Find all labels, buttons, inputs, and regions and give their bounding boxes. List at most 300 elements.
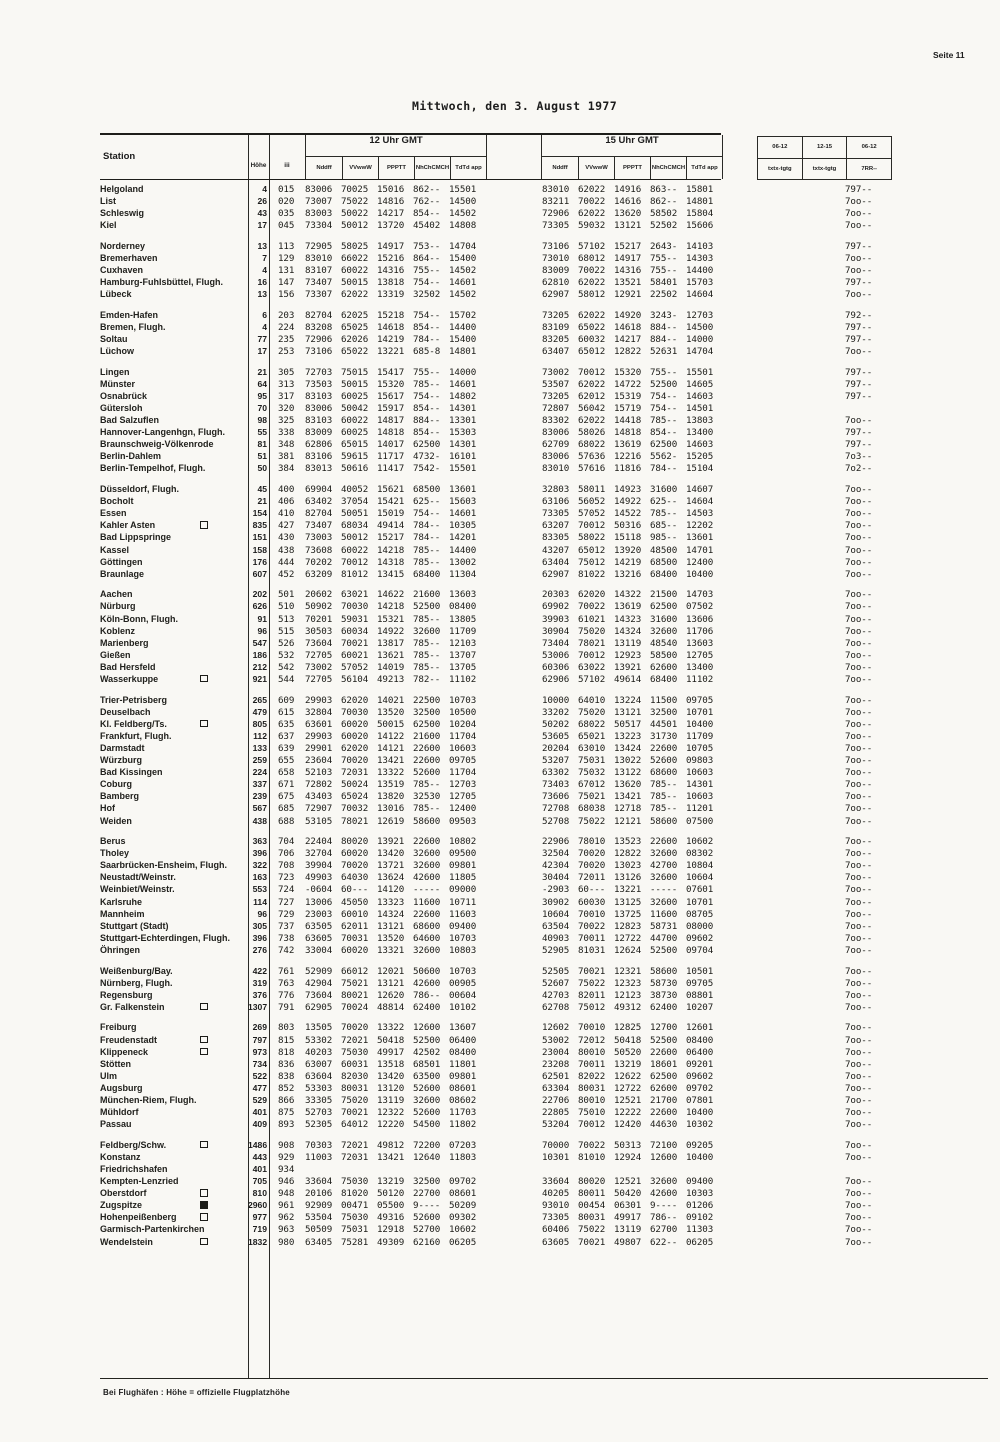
subcol-vvwww: VVwwW	[578, 157, 614, 179]
precip-group-value: 7oo--	[845, 932, 873, 944]
obs-12utc-group: 58025	[341, 240, 369, 252]
obs-12utc-group: 11703	[449, 1107, 477, 1119]
obs-15utc-group: 68022	[578, 718, 606, 730]
obs-15utc-group: 22600	[650, 1046, 678, 1058]
station-name: Schleswig	[100, 208, 145, 219]
station-number: 658	[278, 767, 295, 779]
obs-15utc-group: 12624	[614, 944, 642, 956]
obs-15utc-group: 14217	[614, 334, 642, 346]
table-row	[100, 674, 988, 686]
obs-12utc-group: 11304	[449, 568, 477, 580]
obs-15utc-group: 22502	[650, 289, 678, 301]
hoehe-value: 26	[257, 196, 267, 207]
table-row	[100, 743, 988, 755]
hoehe-value: 239	[252, 791, 267, 802]
table-row	[100, 589, 988, 601]
obs-12utc-group: 785--	[413, 613, 441, 625]
station-number: 776	[278, 989, 295, 1001]
station-number: 045	[278, 220, 295, 232]
obs-15utc-group: 09102	[686, 1212, 714, 1224]
station-name: Bamberg	[100, 791, 140, 802]
obs-15utc-group: 62709	[542, 439, 570, 451]
station-number: 253	[278, 346, 295, 358]
obs-12utc-group: 62022	[341, 289, 369, 301]
hoehe-value: 422	[252, 965, 267, 976]
obs-12utc-group: 10803	[449, 944, 477, 956]
table-row	[100, 848, 988, 860]
obs-12utc-group: 14818	[377, 427, 405, 439]
obs-15utc-group: 62501	[542, 1070, 570, 1082]
hoehe-value: 151	[252, 532, 267, 543]
obs-12utc-group: 59615	[341, 451, 369, 463]
obs-12utc-group: 73002	[305, 661, 333, 673]
obs-12utc-group: 50015	[377, 718, 405, 730]
obs-12utc-group: 13121	[377, 977, 405, 989]
station-name: Emden-Hafen	[100, 309, 159, 320]
station-name: Berlin-Dahlem	[100, 451, 162, 462]
obs-12utc-group: 50022	[341, 208, 369, 220]
obs-12utc-group: 13006	[305, 896, 333, 908]
station-name: München-Riem, Flugh.	[100, 1094, 197, 1105]
obs-12utc-group: 08602	[449, 1094, 477, 1106]
group-12-uhr-gmt	[305, 135, 487, 179]
precip-group-value: 7oo--	[845, 706, 873, 718]
obs-15utc-group: 10400	[686, 568, 714, 580]
obs-15utc-group: 12123	[614, 989, 642, 1001]
obs-12utc-group: 14017	[377, 439, 405, 451]
obs-12utc-group: 50015	[341, 277, 369, 289]
obs-12utc-group: 62025	[341, 309, 369, 321]
obs-12utc-group: 60025	[341, 427, 369, 439]
obs-12utc-group: 80021	[341, 989, 369, 1001]
obs-12utc-group: 63405	[305, 1236, 333, 1248]
obs-15utc-group: 06400	[686, 1046, 714, 1058]
station-number: 438	[278, 544, 295, 556]
obs-12utc-group: 11102	[449, 673, 477, 685]
obs-15utc-group: 785--	[650, 508, 678, 520]
precip-group-value: 7oo--	[845, 791, 873, 803]
obs-15utc-group: 60---	[578, 884, 606, 896]
table-row	[100, 403, 988, 415]
hoehe-value: 973	[252, 1046, 267, 1057]
obs-15utc-group: 62022	[578, 184, 606, 195]
obs-15utc-group: 13216	[614, 568, 642, 580]
obs-15utc-group: 10604	[686, 872, 714, 884]
obs-12utc-group: 63209	[305, 568, 333, 580]
obs-15utc-group: 75020	[578, 625, 606, 637]
table-row	[100, 451, 988, 463]
table-row	[100, 569, 988, 581]
station-name: Garmisch-Partenkirchen	[100, 1224, 205, 1235]
precip-group-value	[845, 1164, 890, 1176]
obs-15utc-group	[542, 1164, 578, 1176]
obs-15utc-group: 58500	[650, 649, 678, 661]
obs-12utc-group: 52600	[413, 1107, 441, 1119]
station-name: Berlin-Tempelhof, Flugh.	[100, 463, 206, 474]
hoehe-value: 921	[252, 673, 267, 684]
obs-15utc-group: 08302	[686, 848, 714, 860]
table-row	[100, 322, 988, 334]
obs-12utc-group: 59031	[341, 613, 369, 625]
hoehe-value: 7	[262, 252, 267, 263]
obs-15utc-group: 10207	[686, 1001, 714, 1013]
obs-15utc-group: 01206	[686, 1200, 714, 1212]
obs-15utc-group: 12321	[614, 965, 642, 977]
subcol-ppptt: PPPTT	[378, 157, 414, 179]
obs-15utc-group: 59032	[578, 220, 606, 232]
obs-15utc-group: 13219	[614, 1058, 642, 1070]
obs-12utc-group: 63605	[305, 932, 333, 944]
obs-15utc-group: 14604	[686, 289, 714, 301]
obs-15utc-group: 70010	[578, 1022, 606, 1034]
obs-12utc-group: 52305	[305, 1119, 333, 1131]
obs-15utc-group: 14400	[686, 265, 714, 277]
obs-12utc-group: 73407	[305, 520, 333, 532]
obs-15utc-group: 62012	[578, 390, 606, 402]
obs-12utc-group: 15400	[449, 252, 477, 264]
station-name: Aachen	[100, 589, 133, 600]
obs-15utc-group: 32600	[650, 848, 678, 860]
precip-group-value: 7oo--	[845, 944, 873, 956]
obs-12utc-group: 884--	[413, 415, 441, 427]
station-name: Hannover-Langenhgn, Flugh.	[100, 427, 225, 438]
obs-15utc-group: 83010	[542, 463, 570, 475]
obs-15utc-group: 65012	[578, 346, 606, 358]
obs-15utc-group: 75022	[578, 1224, 606, 1236]
station-name: Braunlage	[100, 568, 145, 579]
obs-15utc-group: 754--	[650, 403, 678, 414]
obs-15utc-group: 30902	[542, 896, 570, 908]
obs-15utc-group: 14500	[686, 321, 714, 333]
obs-12utc-group: 70032	[341, 803, 369, 815]
obs-15utc-group: 13224	[614, 694, 642, 706]
station-name: Essen	[100, 508, 127, 519]
obs-15utc-group: 80010	[578, 1094, 606, 1106]
obs-15utc-group: 13523	[614, 836, 642, 848]
obs-15utc-group: 09702	[686, 1082, 714, 1094]
obs-12utc-group: 43403	[305, 791, 333, 803]
station-number: 818	[278, 1046, 295, 1058]
obs-15utc-group: 80031	[578, 1082, 606, 1094]
obs-12utc-group: 73307	[305, 289, 333, 301]
obs-12utc-group: 13720	[377, 220, 405, 232]
obs-12utc-group: 22404	[305, 836, 333, 848]
obs-12utc-group: 14704	[449, 240, 477, 252]
precip-group-value: 797--	[845, 439, 873, 451]
obs-12utc-group: 15019	[377, 508, 405, 520]
obs-12utc-group: 32600	[413, 625, 441, 637]
obs-12utc-group: 13621	[377, 649, 405, 661]
obs-15utc-group: 11500	[650, 694, 678, 706]
obs-12utc-group: 08400	[449, 1046, 477, 1058]
obs-12utc-group: 42600	[413, 872, 441, 884]
obs-12utc-group: 14601	[449, 277, 477, 289]
obs-15utc-group: 14920	[614, 309, 642, 321]
station-number: 738	[278, 932, 295, 944]
obs-12utc-group: 10500	[449, 706, 477, 718]
obs-15utc-group: 13725	[614, 908, 642, 920]
hoehe-value: 1307	[248, 1001, 268, 1012]
precip-group-value: 7oo--	[845, 346, 873, 358]
obs-15utc-group: 09400	[686, 1176, 714, 1188]
precip-group-value: 7oo--	[845, 1070, 873, 1082]
precip-group-value: 7oo--	[845, 779, 873, 791]
station-name: Feldberg/Schw.	[100, 1140, 248, 1152]
obs-12utc-group: 42904	[305, 977, 333, 989]
precip-group-value: 7oo--	[845, 1082, 873, 1094]
obs-12utc-group: 72705	[305, 649, 333, 661]
hoehe-value: 64	[257, 378, 267, 389]
obs-12utc-group	[341, 1164, 377, 1176]
obs-12utc-group: 14816	[377, 196, 405, 208]
obs-12utc-group: 755--	[413, 265, 441, 277]
obs-15utc-group: 78021	[578, 637, 606, 649]
station-name: Augsburg	[100, 1082, 143, 1093]
obs-15utc-group: 70022	[578, 920, 606, 932]
station-name: Öhringen	[100, 944, 140, 955]
obs-15utc-group: 13603	[686, 637, 714, 649]
obs-15utc-group: 50313	[614, 1139, 642, 1151]
obs-12utc-group: 11704	[449, 767, 477, 779]
obs-12utc-group: 15400	[449, 334, 477, 346]
obs-12utc-group: 22600	[413, 755, 441, 767]
hoehe-value: 734	[252, 1058, 267, 1069]
table-row	[100, 779, 988, 791]
hoehe-value: 553	[252, 884, 267, 895]
obs-15utc-group: 12718	[614, 803, 642, 815]
table-row	[100, 1035, 988, 1047]
station-name: Lübeck	[100, 289, 132, 300]
precip-group-value: 7oo--	[845, 718, 873, 730]
table-row	[100, 836, 988, 848]
open-square-marker	[200, 720, 208, 728]
station-name: Weiden	[100, 815, 132, 826]
obs-12utc-group: 13520	[377, 706, 405, 718]
station-number: 400	[278, 484, 295, 496]
table-row	[100, 695, 988, 707]
obs-12utc-group: 11003	[305, 1151, 333, 1163]
iii-column-header: iii	[284, 162, 290, 169]
obs-15utc-group: 83305	[542, 532, 570, 544]
temperature-precip-columns	[757, 136, 892, 180]
obs-12utc-group: 14000	[449, 366, 477, 378]
subcol-nddff: Nddff	[552, 165, 568, 171]
obs-12utc-group: 15216	[377, 252, 405, 264]
obs-12utc-group: 09400	[449, 920, 477, 932]
station-name: Regensburg	[100, 989, 153, 1000]
station-name: Würzburg	[100, 755, 142, 766]
footnote: Bei Flughäfen : Höhe = offizielle Flugplatzhöhe	[103, 1388, 290, 1397]
precip-group-value: 7oo--	[845, 860, 873, 872]
station-number: 929	[278, 1151, 295, 1163]
hoehe-value: 337	[252, 779, 267, 790]
obs-15utc-group: 20303	[542, 589, 570, 601]
obs-12utc-group: 11803	[449, 1151, 477, 1163]
obs-12utc-group: 22600	[413, 836, 441, 848]
open-square-marker	[200, 1036, 208, 1044]
obs-15utc-group: 06205	[686, 1236, 714, 1248]
station-name: Cuxhaven	[100, 265, 144, 276]
station-number: 704	[278, 836, 295, 848]
station-name: Saarbrücken-Ensheim, Flugh.	[100, 860, 228, 871]
obs-15utc-group: 14701	[686, 544, 714, 556]
obs-12utc-group: 52600	[413, 1212, 441, 1224]
hoehe-value: 13	[257, 289, 267, 300]
obs-15utc-group: 72708	[542, 803, 570, 815]
station-name: Osnabrück	[100, 390, 148, 401]
station-number: 836	[278, 1058, 295, 1070]
hoehe-value: 305	[252, 920, 267, 931]
hoehe-value: 21	[257, 496, 267, 507]
obs-15utc-group: 82011	[578, 989, 606, 1001]
obs-15utc-group: 52500	[650, 944, 678, 956]
precip-group-value: 7oo--	[845, 803, 873, 815]
obs-12utc-group: 10802	[449, 836, 477, 848]
col-06-12: 06-12	[772, 144, 788, 151]
obs-12utc-group: 15016	[377, 184, 405, 195]
obs-15utc-group: 83205	[542, 334, 570, 346]
obs-15utc-group: 12822	[614, 848, 642, 860]
table-row	[100, 496, 988, 508]
precip-group-value: 7oo--	[845, 1236, 873, 1248]
obs-15utc-group: 82022	[578, 1070, 606, 1082]
obs-15utc-group	[614, 1164, 650, 1176]
hoehe-value: 212	[252, 661, 267, 672]
obs-15utc-group: 625--	[650, 496, 678, 508]
precip-group-value: 7oo--	[845, 496, 873, 508]
station-number: 637	[278, 730, 295, 742]
hoehe-value: 626	[252, 601, 267, 612]
obs-15utc-group: 13620	[614, 208, 642, 220]
hoehe-value: 98	[257, 415, 267, 426]
obs-15utc-group: 52500	[650, 1034, 678, 1046]
station-number: 544	[278, 673, 295, 685]
hoehe-value: 202	[252, 589, 267, 600]
obs-15utc-group: 12700	[650, 1022, 678, 1034]
obs-12utc-group: 15501	[449, 184, 477, 195]
obs-15utc-group: 31600	[650, 484, 678, 496]
precip-group-value: 7oo--	[845, 836, 873, 848]
obs-12utc-group: 49812	[377, 1139, 405, 1151]
obs-15utc-group: 13620	[614, 779, 642, 791]
obs-15utc-group: 75020	[578, 706, 606, 718]
obs-15utc-group: 09705	[686, 694, 714, 706]
station-name: Bremen, Flugh.	[100, 321, 166, 332]
obs-12utc-group: 13818	[377, 277, 405, 289]
obs-15utc-group: 73404	[542, 637, 570, 649]
obs-12utc-group: 72200	[413, 1139, 441, 1151]
obs-12utc-group: 54500	[413, 1119, 441, 1131]
hoehe-value: 95	[257, 390, 267, 401]
obs-12utc-group: 15617	[377, 390, 405, 402]
obs-12utc-group: 10305	[449, 520, 477, 532]
obs-15utc-group: 12622	[614, 1070, 642, 1082]
obs-12utc-group: 52103	[305, 767, 333, 779]
obs-12utc-group: 33004	[305, 944, 333, 956]
station-number: 761	[278, 965, 295, 977]
obs-12utc-group: 52700	[413, 1224, 441, 1236]
obs-15utc-group: 50316	[614, 520, 642, 532]
table-row	[100, 1071, 988, 1083]
station-number: 688	[278, 815, 295, 827]
obs-12utc-group: 14502	[449, 289, 477, 301]
station-number: 452	[278, 568, 295, 580]
station-number: 338	[278, 427, 295, 439]
obs-15utc-group: 62708	[542, 1001, 570, 1013]
obs-15utc-group: 58012	[578, 289, 606, 301]
station-number: 430	[278, 532, 295, 544]
obs-15utc-group: 60030	[578, 896, 606, 908]
obs-15utc-group: 75012	[578, 556, 606, 568]
obs-15utc-group: 13023	[614, 860, 642, 872]
obs-12utc-group: 11709	[449, 625, 477, 637]
obs-12utc-group: 49903	[305, 872, 333, 884]
precip-group-value: 7oo--	[845, 1001, 873, 1013]
obs-15utc-group: 62500	[650, 439, 678, 451]
precip-group-value: 797--	[845, 378, 873, 390]
station-number: 381	[278, 451, 295, 463]
obs-15utc-group: 30404	[542, 872, 570, 884]
hoehe-value: 269	[252, 1022, 267, 1033]
obs-15utc-group: 12602	[542, 1022, 570, 1034]
obs-12utc-group: 73007	[305, 196, 333, 208]
station-name: Lüchow	[100, 346, 134, 357]
obs-12utc-group: 11603	[449, 908, 477, 920]
table-row	[100, 990, 988, 1002]
station-number: 815	[278, 1034, 295, 1046]
obs-15utc-group: 52708	[542, 815, 570, 827]
table-row	[100, 719, 988, 731]
obs-15utc-group	[578, 1164, 614, 1176]
obs-15utc-group: 70000	[542, 1139, 570, 1151]
station-number: 317	[278, 390, 295, 402]
obs-15utc-group: 755--	[650, 265, 678, 277]
hoehe-value: 719	[252, 1224, 267, 1235]
precip-group-value: 7oo--	[845, 613, 873, 625]
obs-15utc-group: 73403	[542, 779, 570, 791]
obs-12utc-group: 50012	[341, 220, 369, 232]
obs-12utc-group: 14400	[449, 544, 477, 556]
obs-15utc-group: 70012	[578, 1119, 606, 1131]
obs-15utc-group: 58600	[650, 815, 678, 827]
obs-12utc-group: 12705	[449, 791, 477, 803]
obs-12utc-group: 75030	[341, 1046, 369, 1058]
station-name: Wendelstein	[100, 1237, 248, 1249]
obs-12utc-group: 14122	[377, 730, 405, 742]
obs-12utc-group: 782--	[413, 673, 441, 685]
obs-12utc-group: 70020	[341, 860, 369, 872]
obs-12utc-group: 13016	[377, 803, 405, 815]
obs-12utc-group: 82704	[305, 508, 333, 520]
station-number: 893	[278, 1119, 295, 1131]
station-number: 526	[278, 637, 295, 649]
obs-12utc-group: 13321	[377, 944, 405, 956]
hoehe-value: 224	[252, 767, 267, 778]
precip-group-value: 7oo--	[845, 977, 873, 989]
obs-15utc-group: 12823	[614, 920, 642, 932]
obs-15utc-group: 72906	[542, 208, 570, 220]
obs-15utc-group: 70022	[578, 196, 606, 208]
obs-12utc-group: 14324	[377, 908, 405, 920]
hoehe-value: 2960	[248, 1200, 268, 1211]
precip-group-value: 797--	[845, 390, 873, 402]
obs-15utc-group: 9----	[650, 1200, 678, 1212]
obs-12utc-group: 58600	[413, 815, 441, 827]
station-number: 671	[278, 779, 295, 791]
precip-group-value: 7oo--	[845, 252, 873, 264]
obs-15utc-group: 14923	[614, 484, 642, 496]
obs-15utc-group: 75022	[578, 815, 606, 827]
